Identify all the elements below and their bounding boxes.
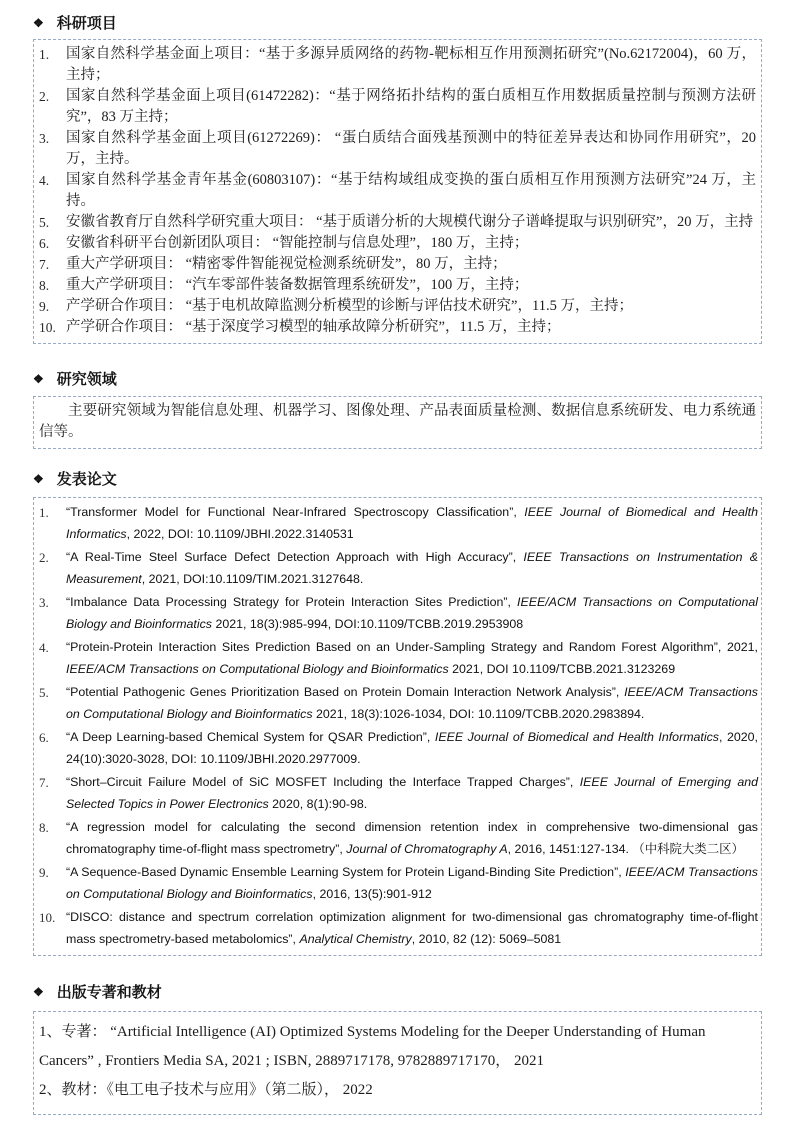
item-number: 10. [39, 910, 56, 925]
item-text: 国家自然科学基金青年基金(60803107)：“基于结构域组成变换的蛋白质相互作用预测方法研究”24 万，主持。 [66, 172, 756, 209]
project-item [39, 233, 756, 254]
book-line: 2、教材：《电工电子技术与应用》（第二版）， 2022 [39, 1082, 373, 1098]
item-number: 2. [39, 89, 50, 104]
section-books [33, 981, 762, 1115]
project-item [39, 86, 756, 128]
item-text: “A Deep Learning-based Chemical System for QSAR Prediction”, IEEE Journal of Biomedical and Health Informatics, 2020, 24(10):3020-3028, DOI: 10.1109/JBHI.2020.2977009. [66, 730, 758, 766]
paper-item [39, 682, 758, 725]
section-research-projects [33, 12, 762, 344]
project-item [39, 170, 756, 212]
books-list-box [33, 1011, 762, 1115]
paper-item [39, 547, 758, 590]
item-text: 安徽省科研平台创新团队项目： “智能控制与信息处理”，180 万，主持； [66, 235, 529, 251]
item-text: “Short–Circuit Failure Model of SiC MOSFET Including the Interface Trapped Charges”, IEEE Journal of Emerging and Selected Topics in Power Electronics 2020, 8(1):90-98. [66, 775, 758, 811]
item-number: 6. [39, 236, 50, 251]
item-number: 6. [39, 730, 49, 745]
section-research-areas [33, 368, 762, 449]
paper-item [39, 592, 758, 635]
item-text: “DISCO: distance and spectrum correlation optimization alignment for two-dimensional gas chromatography time-of-flight mass spectrometry-based metabolomics”, Analytical Chemistry, 2010, 82 (12): 5069–5081 [66, 910, 758, 946]
section-heading-research [33, 368, 762, 389]
item-text: “A regression model for calculating the second dimension retention index in comprehensive two-dimensional gas chromatography time-of-flight mass spectrometry”, Journal of Chromatography A, 2016, 1451:127-134. （中科院大类二区） [66, 820, 758, 856]
item-text: “Protein-Protein Interaction Sites Prediction Based on an Under-Sampling Strategy and Random Forest Algorithm”, 2021, IEEE/ACM Transactions on Computational Biology and Bioinformatics 2021, DOI 10.1109/TCBB.2021.3123269 [66, 640, 758, 676]
diamond-bullet-icon: ❖ [33, 985, 44, 999]
item-number: 4. [39, 173, 50, 188]
paper-item [39, 502, 758, 545]
paper-item [39, 772, 758, 815]
item-text: “Potential Pathogenic Genes Prioritization Based on Protein Domain Interaction Network Analysis”, IEEE/ACM Transactions on Computational Biology and Bioinformatics 2021, 18(3):1026-1034, DOI: 10.1109/TCBB.2020.2983894. [66, 685, 758, 721]
paper-item [39, 817, 758, 860]
section-heading-papers [33, 468, 762, 489]
item-number: 10. [39, 320, 56, 335]
paper-item [39, 727, 758, 770]
item-text: 产学研合作项目： “基于电机故障监测分析模型的诊断与评估技术研究”，11.5 万，主持； [66, 298, 633, 314]
item-number: 8. [39, 820, 49, 835]
item-number: 1. [39, 505, 49, 520]
item-number: 3. [39, 131, 50, 146]
item-number: 1. [39, 47, 50, 62]
item-number: 7. [39, 775, 49, 790]
item-number: 9. [39, 299, 50, 314]
item-text: “Imbalance Data Processing Strategy for Protein Interaction Sites Prediction”, IEEE/ACM Transactions on Computational Biology and Bioinformatics 2021, 18(3):985-994, DOI:10.1109/TCBB.2019.2953908 [66, 595, 759, 631]
diamond-bullet-icon: ❖ [33, 16, 44, 30]
book-line: 1、专著： “Artificial Intelligence (AI) Optimized Systems Modeling for the Deeper Understanding of Human Cancers” , Frontiers Media SA, 2021 ; ISBN, 2889717178, 9782889717170， 2021 [39, 1024, 706, 1069]
item-number: 3. [39, 595, 49, 610]
project-item [39, 254, 756, 275]
item-number: 9. [39, 865, 49, 880]
item-text: 重大产学研项目： “精密零件智能视觉检测系统研发”，80 万，主持； [66, 256, 507, 272]
item-number: 2. [39, 550, 49, 565]
project-item [39, 317, 756, 338]
item-text: 重大产学研项目： “汽车零部件装备数据管理系统研发”，100 万，主持； [66, 277, 529, 293]
diamond-bullet-icon: ❖ [33, 372, 44, 386]
research-areas-box [33, 396, 762, 449]
item-text: “A Real-Time Steel Surface Defect Detection Approach with High Accuracy”, IEEE Transactions on Instrumentation & Measurement, 2021, DOI:10.1109/TIM.2021.3127648. [66, 550, 759, 586]
project-item [39, 128, 756, 170]
item-text: 国家自然科学基金面上项目(61272269)： “蛋白质结合面残基预测中的特征差异表达和协同作用研究”，20 万，主持。 [66, 130, 756, 167]
paper-item [39, 862, 758, 905]
item-number: 7. [39, 257, 50, 272]
section-heading-books [33, 981, 762, 1002]
project-item [39, 44, 756, 86]
item-number: 5. [39, 215, 50, 230]
item-number: 4. [39, 640, 49, 655]
diamond-bullet-icon: ❖ [33, 472, 44, 486]
section-published-papers [33, 468, 762, 956]
item-text: 国家自然科学基金面上项目：“基于多源异质网络的药物-靶标相互作用预测拓研究”(No.62172004)，60 万，主持； [66, 46, 756, 83]
section-title: 发表论文 [56, 472, 117, 488]
item-text: “A Sequence-Based Dynamic Ensemble Learning System for Protein Ligand-Binding Site Prediction”, IEEE/ACM Transactions on Computational Biology and Bioinformatics, 2016, 13(5):901-912 [66, 865, 759, 901]
project-item [39, 275, 756, 296]
project-item [39, 212, 756, 233]
project-item [39, 296, 756, 317]
section-title: 研究领域 [56, 372, 117, 388]
section-title: 科研项目 [56, 16, 117, 32]
section-heading-projects [33, 12, 762, 33]
item-text: 国家自然科学基金面上项目(61472282)：“基于网络拓扑结构的蛋白质相互作用数据质量控制与预测方法研究”，83 万主持； [66, 88, 756, 125]
section-title: 出版专著和教材 [56, 985, 162, 1001]
item-number: 5. [39, 685, 49, 700]
papers-list-box [33, 497, 762, 956]
paper-item [39, 907, 758, 950]
item-number: 8. [39, 278, 50, 293]
item-text: 安徽省教育厅自然科学研究重大项目： “基于质谱分析的大规模代谢分子谱峰提取与识别研究”，20 万，主持 [66, 214, 754, 230]
projects-list-box [33, 39, 762, 344]
paper-item [39, 637, 758, 680]
item-text: 产学研合作项目： “基于深度学习模型的轴承故障分析研究”，11.5 万，主持； [66, 319, 561, 335]
item-text: “Transformer Model for Functional Near-Infrared Spectroscopy Classification”, IEEE Journal of Biomedical and Health Informatics, 2022, DOI: 10.1109/JBHI.2022.3140531 [66, 505, 758, 541]
research-areas-paragraph: 主要研究领域为智能信息处理、机器学习、图像处理、产品表面质量检测、数据信息系统研发、电力系统通信等。 [39, 403, 756, 440]
